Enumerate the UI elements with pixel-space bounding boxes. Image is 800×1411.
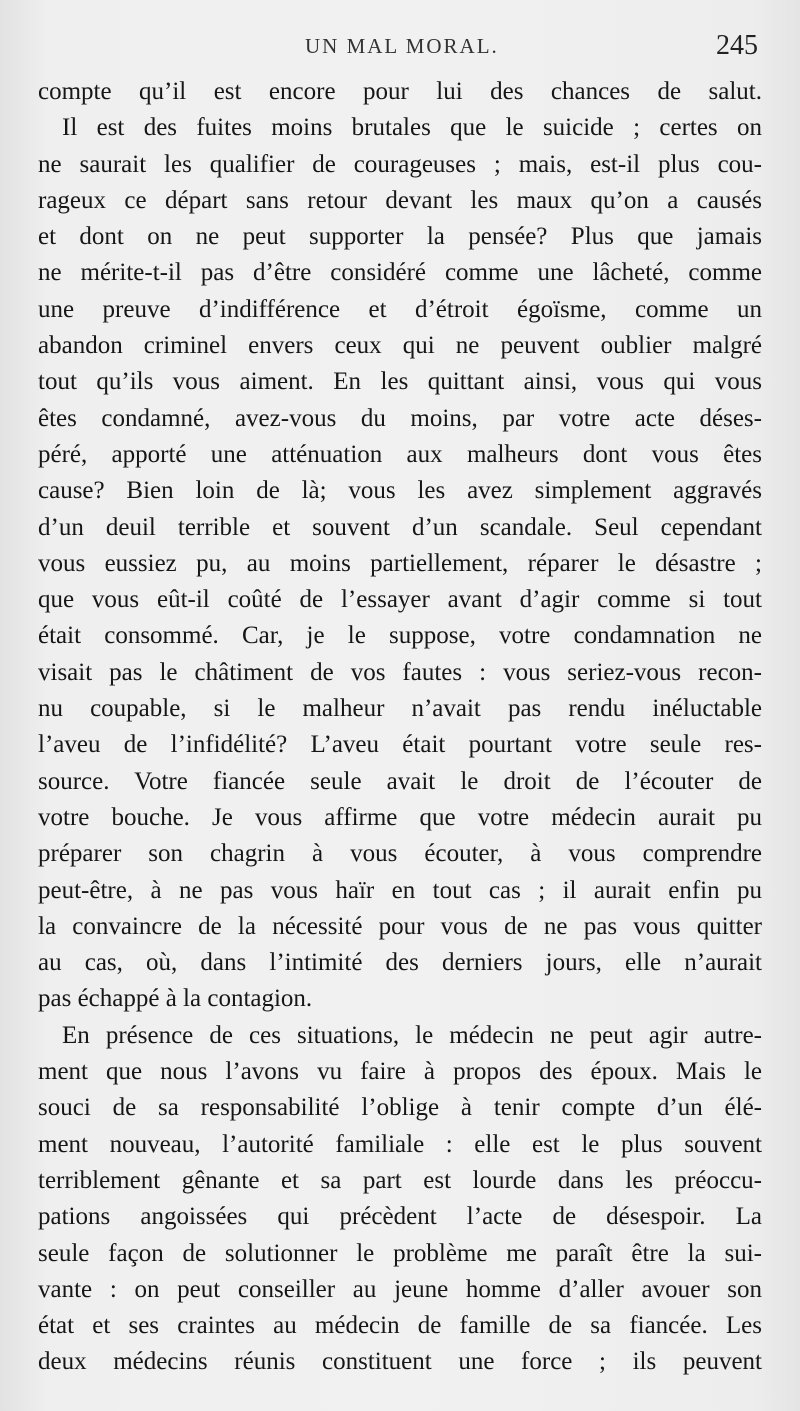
text-line: pas échappé à la contagion.: [38, 985, 313, 1013]
text-line: préparer son chagrin à vous écouter, à vous comprendre: [38, 840, 762, 868]
text-line: deux médecins réunis constituent une force ; ils peuvent: [38, 1348, 762, 1376]
text-line: seule façon de solutionner le problème me paraît être la sui-: [38, 1239, 762, 1267]
text-line: terriblement gênante et sa part est lourde dans les préoccu-: [38, 1166, 762, 1194]
text-line: état et ses craintes au médecin de famille de sa fiancée. Les: [38, 1312, 762, 1340]
running-title: UN MAL MORAL.: [305, 34, 499, 58]
text-line: cause? Bien loin de là; vous les avez simplement aggravés: [38, 477, 762, 505]
text-line: ne mérite-t-il pas d’être considéré comme une lâcheté, comme: [38, 259, 762, 287]
text-line: l’aveu de l’infidélité? L’aveu était pourtant votre seule res-: [38, 731, 762, 759]
text-line: rageux ce départ sans retour devant les maux qu’on a causés: [38, 186, 762, 214]
text-line: Il est des fuites moins brutales que le suicide ; certes on: [62, 114, 762, 142]
text-line: abandon criminel envers ceux qui ne peuvent oublier malgré: [38, 332, 762, 360]
text-line: au cas, où, dans l’intimité des derniers jours, elle n’aurait: [38, 949, 762, 977]
text-line: était consommé. Car, je le suppose, votre condamnation ne: [38, 622, 762, 650]
text-line: souci de sa responsabilité l’oblige à tenir compte d’un élé-: [38, 1094, 762, 1122]
text-line: ment nouveau, l’autorité familiale : elle est le plus souvent: [38, 1130, 762, 1158]
text-line: votre bouche. Je vous affirme que votre médecin aurait pu: [38, 803, 762, 831]
text-line: ment que nous l’avons vu faire à propos des époux. Mais le: [38, 1058, 762, 1086]
page-header: [0, 30, 800, 66]
text-line: visait pas le châtiment de vos fautes : vous seriez-vous recon-: [38, 658, 762, 686]
text-line: compte qu’il est encore pour lui des chances de salut.: [38, 78, 762, 105]
text-line: source. Votre fiancée seule avait le droit de l’écouter de: [38, 767, 762, 795]
text-line: la convaincre de la nécessité pour vous de ne pas vous quitter: [38, 912, 762, 940]
text-line: vous eussiez pu, au moins partiellement, réparer le désastre ;: [38, 549, 762, 577]
text-line: En présence de ces situations, le médecin ne peut agir autre-: [62, 1021, 762, 1049]
text-line: péré, apporté une atténuation aux malheurs dont vous êtes: [38, 440, 762, 468]
body-text: [38, 74, 762, 1381]
text-line: une preuve d’indifférence et d’étroit égoïsme, comme un: [38, 295, 762, 323]
text-line: êtes condamné, avez-vous du moins, par votre acte déses-: [38, 404, 762, 432]
text-line: peut-être, à ne pas vous haïr en tout cas ; il aurait enfin pu: [38, 876, 762, 904]
text-line: et dont on ne peut supporter la pensée? Plus que jamais: [38, 223, 762, 251]
text-line: d’un deuil terrible et souvent d’un scandale. Seul cependant: [38, 513, 762, 541]
text-line: que vous eût-il coûté de l’essayer avant d’agir comme si tout: [38, 586, 762, 614]
text-line: pations angoissées qui précèdent l’acte de désespoir. La: [38, 1203, 762, 1231]
text-line: nu coupable, si le malheur n’avait pas rendu inéluctable: [38, 695, 762, 723]
text-line: ne saurait les qualifier de courageuses ; mais, est-il plus cou-: [38, 150, 762, 178]
page-number: 245: [716, 30, 758, 61]
text-line: vante : on peut conseiller au jeune homme d’aller avouer son: [38, 1275, 762, 1303]
text-line: tout qu’ils vous aiment. En les quittant ainsi, vous qui vous: [38, 368, 762, 396]
